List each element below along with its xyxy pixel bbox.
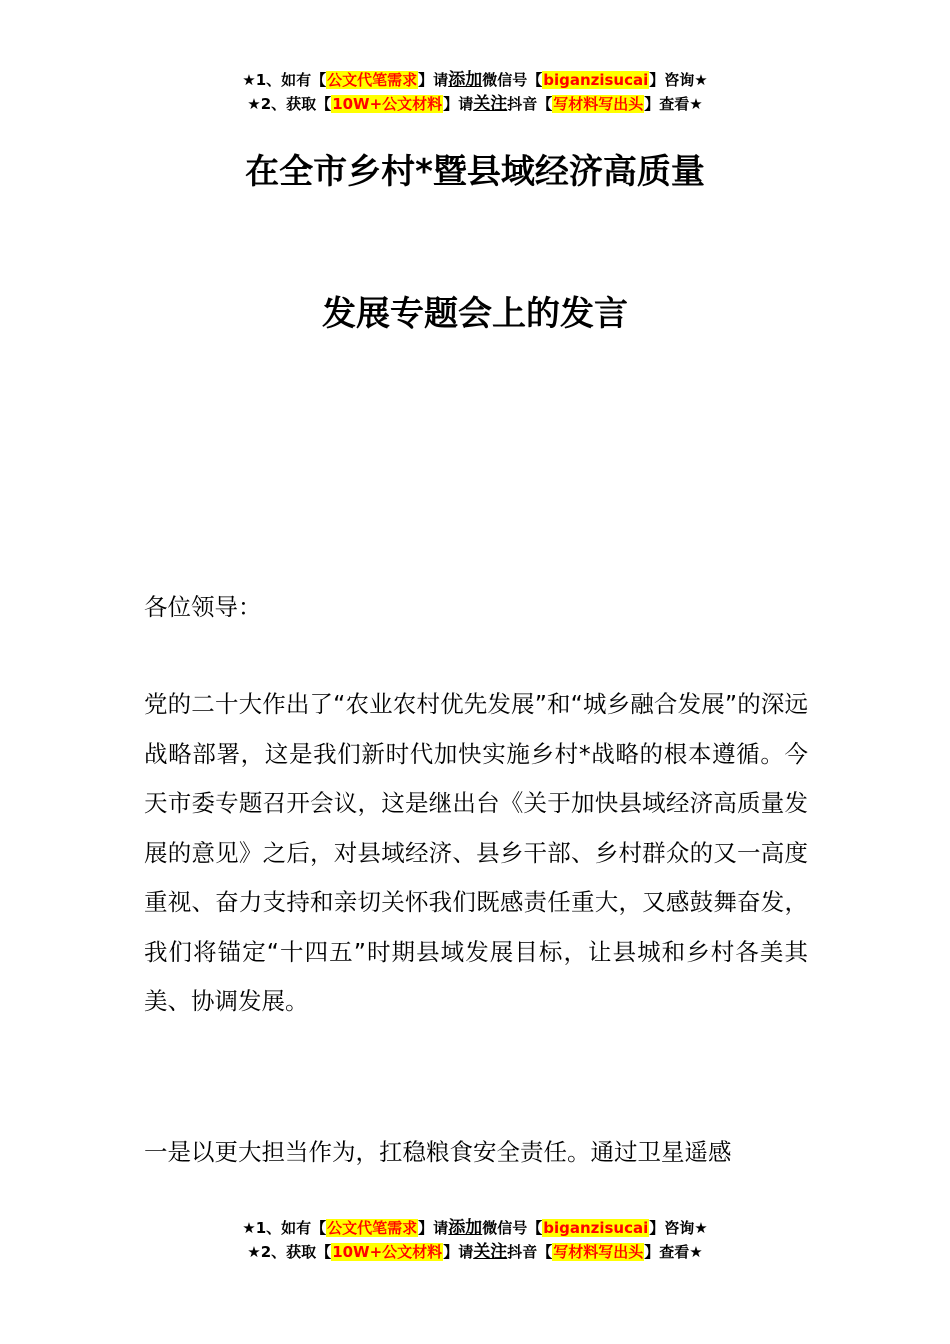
paragraph-intro: 党的二十大作出了“农业农村优先发展”和“城乡融合发展”的深远战略部署，这是我们新时代加快实施乡村*战略的根本遵循。今天市委专题召开会议，这是继出台《关于加快县域经济高质量发展的意见》之后，对县域经济、县乡干部、乡村群众的又一高度重视、奋力支持和亲切关怀我们既感责任重大，又感鼓舞奋发，我们将锚定“十四五”时期县域发展目标，让县城和乡村各美其美、协调发展。 xyxy=(144,690,808,1015)
highlight-materials: 10W+公文材料 xyxy=(332,95,443,113)
emphasis-follow: 关注 xyxy=(473,1242,508,1262)
highlight-wechat-id: biganzisucai xyxy=(543,1219,649,1237)
promo-line-2: ★2、获取【10W+公文材料】请关注抖音【写材料写出头】查看★ xyxy=(247,94,703,114)
highlight-wechat-id: biganzisucai xyxy=(543,71,649,89)
header-promo-banner xyxy=(0,68,950,116)
document-title-line-2: 发展专题会上的发言 xyxy=(322,294,628,334)
highlight-douyin-account: 写材料写出头 xyxy=(553,95,644,113)
document-title-line-1: 在全市乡村*暨县域经济高质量 xyxy=(245,152,705,192)
emphasis-add: 添加 xyxy=(448,1218,483,1238)
highlight-materials: 10W+公文材料 xyxy=(332,1243,443,1261)
highlight-writing-service: 公文代笔需求 xyxy=(327,1219,418,1237)
promo-line-1: ★1、如有【公文代笔需求】请添加微信号【biganzisucai】咨询★ xyxy=(242,70,708,90)
highlight-douyin-account: 写材料写出头 xyxy=(553,1243,644,1261)
emphasis-add: 添加 xyxy=(448,70,483,90)
salutation: 各位领导： xyxy=(144,593,262,621)
paragraph-point-one: 一是以更大担当作为，扛稳粮食安全责任。通过卫星遥感 xyxy=(144,1138,732,1166)
highlight-writing-service: 公文代笔需求 xyxy=(327,71,418,89)
promo-line-1: ★1、如有【公文代笔需求】请添加微信号【biganzisucai】咨询★ xyxy=(242,1218,708,1238)
promo-line-2: ★2、获取【10W+公文材料】请关注抖音【写材料写出头】查看★ xyxy=(247,1242,703,1262)
emphasis-follow: 关注 xyxy=(473,94,508,114)
footer-promo-banner xyxy=(0,1216,950,1264)
